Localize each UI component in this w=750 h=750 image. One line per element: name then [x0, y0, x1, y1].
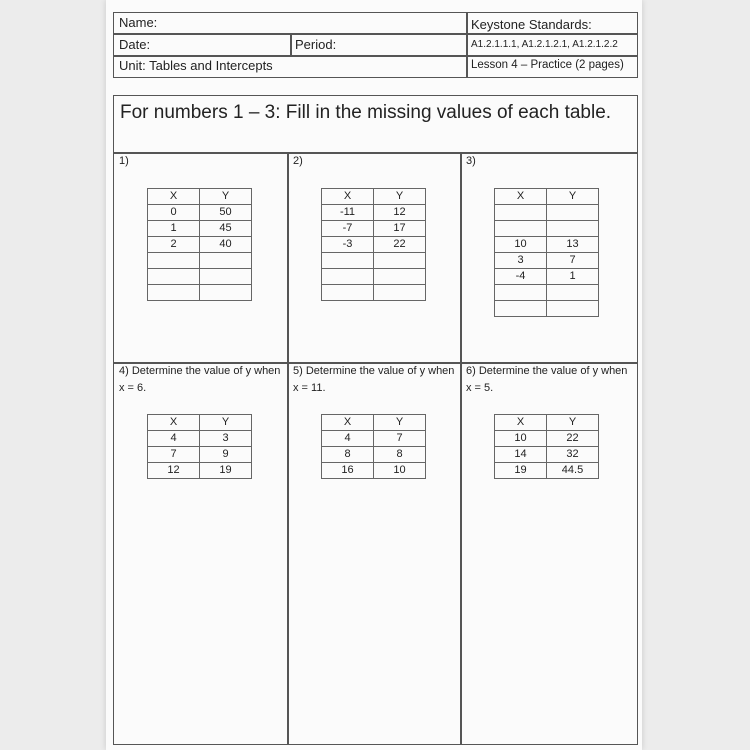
table-cell: 7: [148, 447, 200, 463]
table-cell: 3: [200, 431, 252, 447]
blank-answer-cell[interactable]: [200, 253, 252, 269]
blank-answer-cell[interactable]: [200, 285, 252, 301]
problem-6-table: [494, 414, 599, 479]
lesson-label: Lesson 4 – Practice (2 pages): [471, 59, 624, 71]
table-row: [322, 221, 426, 237]
table-cell: 8: [374, 447, 426, 463]
table-row: [495, 221, 599, 237]
blank-answer-cell[interactable]: [495, 205, 547, 221]
table-row: [322, 237, 426, 253]
table-row: [148, 221, 252, 237]
table-row: [495, 301, 599, 317]
standards-title: Keystone Standards:: [471, 17, 592, 32]
column-header: Y: [547, 189, 599, 205]
blank-answer-cell[interactable]: [322, 285, 374, 301]
table-row: [148, 253, 252, 269]
table-cell: 10: [495, 431, 547, 447]
blank-answer-cell[interactable]: [200, 269, 252, 285]
table-row: [495, 463, 599, 479]
table-row: [495, 447, 599, 463]
table-cell: 10: [374, 463, 426, 479]
table-cell: 40: [200, 237, 252, 253]
table-cell: -3: [322, 237, 374, 253]
table-cell: 3: [495, 253, 547, 269]
column-header: X: [322, 415, 374, 431]
blank-answer-cell[interactable]: [495, 301, 547, 317]
table-row: [148, 237, 252, 253]
problem-3-table: [494, 188, 599, 317]
table-cell: 7: [374, 431, 426, 447]
column-header: X: [148, 189, 200, 205]
date-field-label: Date:: [119, 37, 151, 52]
blank-answer-cell[interactable]: [322, 253, 374, 269]
unit-label: Unit: Tables and Intercepts: [119, 58, 273, 73]
blank-answer-cell[interactable]: [547, 285, 599, 301]
table-cell: -7: [322, 221, 374, 237]
problem-1-label: 1): [119, 155, 129, 167]
table-cell: 1: [547, 269, 599, 285]
table-header-row: [495, 189, 599, 205]
problems-box: [113, 95, 638, 745]
table-row: [322, 253, 426, 269]
blank-answer-cell[interactable]: [374, 285, 426, 301]
divider: [290, 33, 292, 55]
table-cell: 14: [495, 447, 547, 463]
problem-2-table: [321, 188, 426, 301]
blank-answer-cell[interactable]: [148, 285, 200, 301]
blank-answer-cell[interactable]: [547, 221, 599, 237]
problem-6-label: 6) Determine the value of y when x = 5.: [466, 365, 628, 394]
header-table: [113, 12, 638, 78]
blank-answer-cell[interactable]: [148, 269, 200, 285]
table-row: [495, 285, 599, 301]
table-header-row: [322, 415, 426, 431]
table-row: [148, 463, 252, 479]
table-row: [322, 463, 426, 479]
table-header-row: [148, 415, 252, 431]
column-header: Y: [374, 415, 426, 431]
table-row: [148, 431, 252, 447]
column-header: Y: [374, 189, 426, 205]
problem-4-label: 4) Determine the value of y when x = 6.: [119, 365, 281, 394]
problem-1-table: [147, 188, 252, 301]
table-cell: 44.5: [547, 463, 599, 479]
table-row: [322, 269, 426, 285]
table-row: [322, 285, 426, 301]
table-row: [495, 431, 599, 447]
table-cell: 32: [547, 447, 599, 463]
table-row: [148, 447, 252, 463]
column-header: Y: [547, 415, 599, 431]
name-field-label: Name:: [119, 15, 158, 30]
problem-5-table: [321, 414, 426, 479]
problem-3-label: 3): [466, 155, 476, 167]
problem-5-label: 5) Determine the value of y when x = 11.: [293, 365, 455, 394]
table-cell: 45: [200, 221, 252, 237]
table-row: [495, 269, 599, 285]
blank-answer-cell[interactable]: [148, 253, 200, 269]
table-row: [322, 431, 426, 447]
blank-answer-cell[interactable]: [495, 221, 547, 237]
column-header: X: [322, 189, 374, 205]
table-cell: -4: [495, 269, 547, 285]
table-cell: 12: [374, 205, 426, 221]
column-header: X: [495, 189, 547, 205]
table-row: [495, 253, 599, 269]
column-header: X: [148, 415, 200, 431]
table-cell: 22: [547, 431, 599, 447]
blank-answer-cell[interactable]: [374, 253, 426, 269]
divider: [114, 152, 637, 154]
table-cell: 1: [148, 221, 200, 237]
table-cell: -11: [322, 205, 374, 221]
period-field-label: Period:: [295, 37, 337, 52]
table-cell: 8: [322, 447, 374, 463]
table-cell: 4: [148, 431, 200, 447]
table-cell: 12: [148, 463, 200, 479]
table-row: [495, 237, 599, 253]
table-cell: 2: [148, 237, 200, 253]
table-cell: 0: [148, 205, 200, 221]
column-header: Y: [200, 415, 252, 431]
blank-answer-cell[interactable]: [495, 285, 547, 301]
table-cell: 19: [200, 463, 252, 479]
divider: [460, 152, 462, 744]
blank-answer-cell[interactable]: [547, 301, 599, 317]
divider: [114, 55, 637, 57]
table-header-row: [322, 189, 426, 205]
table-row: [148, 205, 252, 221]
table-cell: 19: [495, 463, 547, 479]
table-cell: 7: [547, 253, 599, 269]
divider: [466, 13, 468, 77]
problem-2-label: 2): [293, 155, 303, 167]
table-cell: 50: [200, 205, 252, 221]
table-cell: 9: [200, 447, 252, 463]
table-row: [148, 285, 252, 301]
blank-answer-cell[interactable]: [322, 269, 374, 285]
table-row: [322, 447, 426, 463]
blank-answer-cell[interactable]: [374, 269, 426, 285]
divider: [287, 152, 289, 744]
table-cell: 17: [374, 221, 426, 237]
table-cell: 22: [374, 237, 426, 253]
table-header-row: [495, 415, 599, 431]
instructions: For numbers 1 – 3: Fill in the missing values of each table.: [120, 102, 612, 123]
standards-codes: A1.2.1.1.1, A1.2.1.2.1, A1.2.1.2.2: [471, 39, 618, 50]
divider: [114, 33, 637, 35]
table-cell: 10: [495, 237, 547, 253]
table-cell: 16: [322, 463, 374, 479]
table-row: [148, 269, 252, 285]
table-row: [322, 205, 426, 221]
table-cell: 13: [547, 237, 599, 253]
column-header: X: [495, 415, 547, 431]
column-header: Y: [200, 189, 252, 205]
table-header-row: [148, 189, 252, 205]
problem-4-table: [147, 414, 252, 479]
table-cell: 4: [322, 431, 374, 447]
table-row: [495, 205, 599, 221]
blank-answer-cell[interactable]: [547, 205, 599, 221]
